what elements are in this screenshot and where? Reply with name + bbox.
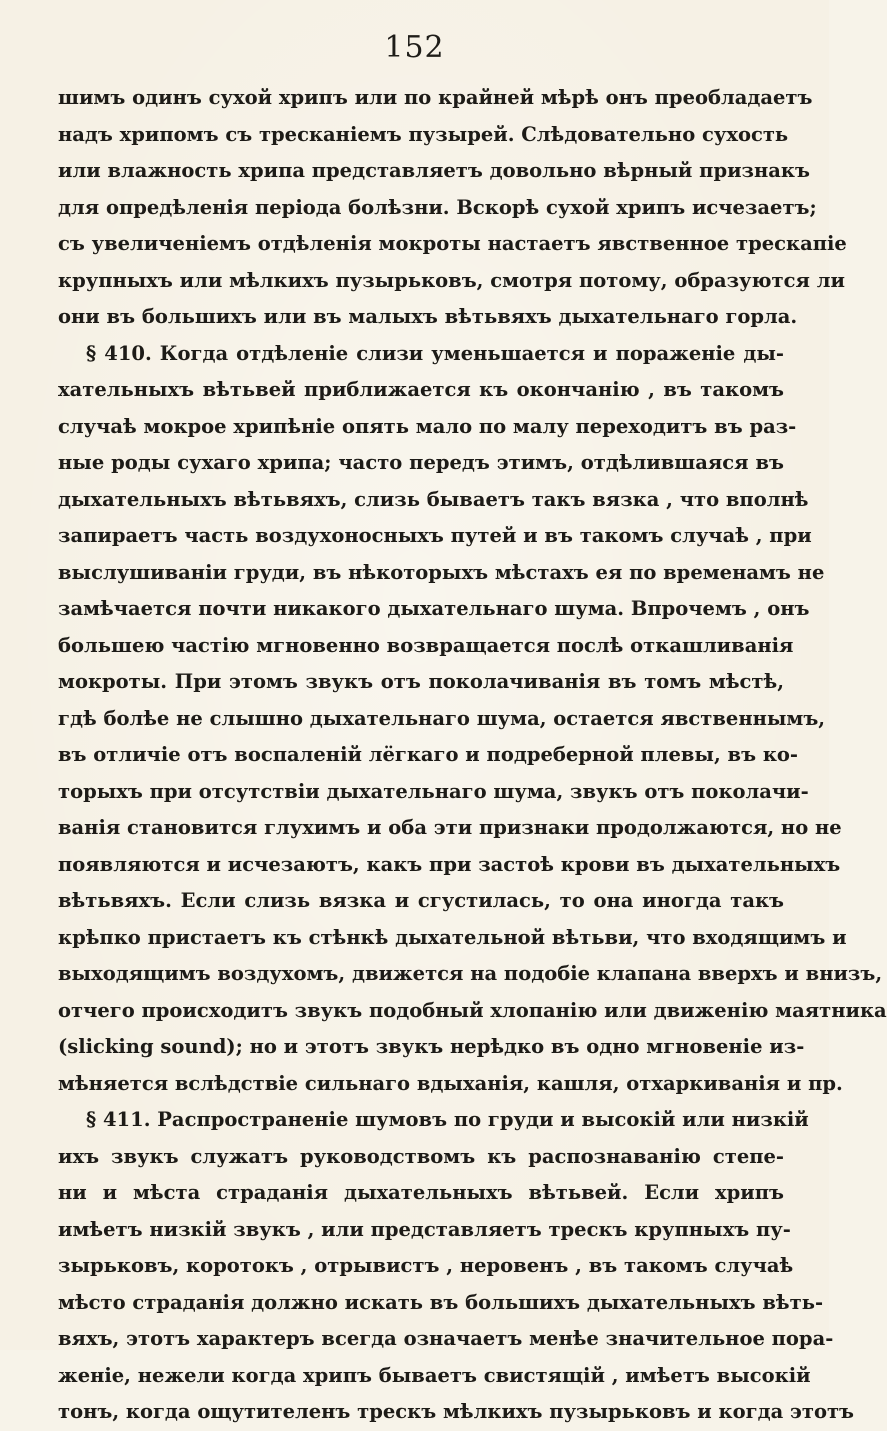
text-line: мѣняется вслѣдствіе сильнаго вдыханія, кашля, отхаркиванія и пр. [58, 1071, 843, 1095]
text-line: или влажность хрипа представляетъ довольно вѣрный признакъ [58, 159, 810, 182]
text-line: ные роды сухаго хрипа; часто передъ этимъ, отдѣлившаяся въ [58, 451, 784, 474]
text-line: большею частію мгновенно возвращается послѣ откашливанія [58, 633, 794, 657]
text-line: крупныхъ или мѣлкихъ пузырьковъ, смотря потому, образуются ли [58, 268, 845, 292]
text-line: имѣетъ низкій звукъ , или представляетъ трескъ крупныхъ пу- [58, 1217, 791, 1241]
text-line: надъ хрипомъ съ тресканіемъ пузырей. Слѣдовательно сухость [58, 122, 789, 146]
text-line: вяхъ, этотъ характеръ всегда означаетъ менѣе значительное пора- [58, 1327, 834, 1350]
text-line: вѣтьвяхъ. Если слизь вязка и сгустилась, то она иногда такъ [58, 889, 784, 912]
text-line: (slicking sound); но и этотъ звукъ нерѣдко въ одно мгновеніе из- [58, 1035, 805, 1058]
page-number: 152 [384, 30, 445, 65]
text-line: ни и мѣста страданія дыхательныхъ вѣтьвей. Если хрипъ [58, 1181, 784, 1204]
text-line: крѣпко пристаетъ къ стѣнкѣ дыхательной вѣтьви, что входящимъ и [58, 925, 847, 949]
text-line: замѣчается почти никакого дыхательнаго шума. Впрочемъ , онъ [58, 597, 810, 620]
text-line: для опредѣленія періода болѣзни. Вскорѣ сухой хрипъ исчезаетъ; [58, 195, 817, 219]
text-line: случаѣ мокрое хрипѣніе опять мало по малу переходитъ въ раз- [58, 414, 797, 438]
text-line: дыхательныхъ вѣтьвяхъ, слизь бываетъ такъ вязка , что вполнѣ [58, 487, 809, 511]
text-line: хательныхъ вѣтьвей приближается къ окончанію , въ такомъ [58, 378, 784, 401]
text-line: съ увеличеніемъ отдѣленія мокроты настаетъ явственное трескапіе [58, 232, 847, 255]
text-line: въ отличіе отъ воспаленій лёгкаго и подреберной плевы, въ ко- [58, 743, 799, 766]
body-text [58, 80, 887, 1431]
text-line: мокроты. При этомъ звукъ отъ поколачиванія въ томъ мѣстѣ, [58, 670, 784, 693]
text-line: гдѣ болѣе не слышно дыхательнаго шума, остается явственнымъ, [58, 706, 826, 730]
text-line: появляются и исчезаютъ, какъ при застоѣ крови въ дыхательныхъ [58, 852, 841, 876]
text-line: выслушиваніи груди, въ нѣкоторыхъ мѣстахъ ея по временамъ не [58, 560, 825, 584]
text-line: торыхъ при отсутствіи дыхательнаго шума, звукъ отъ поколачи- [58, 779, 809, 803]
text-line: § 411. Распространеніе шумовъ по груди и высокій или низкій [86, 1108, 809, 1131]
text-line: мѣсто страданія должно искать въ большихъ дыхательныхъ вѣть- [58, 1290, 824, 1314]
text-line: тонъ, когда ощутителенъ трескъ мѣлкихъ пузырьковъ и когда этотъ [58, 1400, 855, 1423]
text-line: запираетъ часть воздухоносныхъ путей и въ такомъ случаѣ , при [58, 524, 812, 547]
text-line: они въ большихъ или въ малыхъ вѣтьвяхъ дыхательнаго горла. [58, 305, 798, 328]
text-line: отчего происходитъ звукъ подобный хлопанію или движенію маятника [58, 998, 887, 1022]
text-line: выходящимъ воздухомъ, движется на подобіе клапана вверхъ и внизъ, [58, 962, 883, 985]
text-line: ихъ звукъ служатъ руководствомъ къ распознаванію степе- [58, 1144, 784, 1168]
text-line: ванія становится глухимъ и оба эти признаки продолжаются, но не [58, 816, 842, 839]
text-line: женіе, нежели когда хрипъ бываетъ свистящій , имѣетъ высокій [58, 1363, 811, 1387]
text-line: шимъ одинъ сухой хрипъ или по крайней мѣрѣ онъ преобладаетъ [58, 86, 813, 109]
text-line: § 410. Когда отдѣленіе слизи уменьшается и пораженіе ды- [86, 341, 784, 365]
text-line: зырьковъ, коротокъ , отрывистъ , неровенъ , въ такомъ случаѣ [58, 1254, 794, 1277]
